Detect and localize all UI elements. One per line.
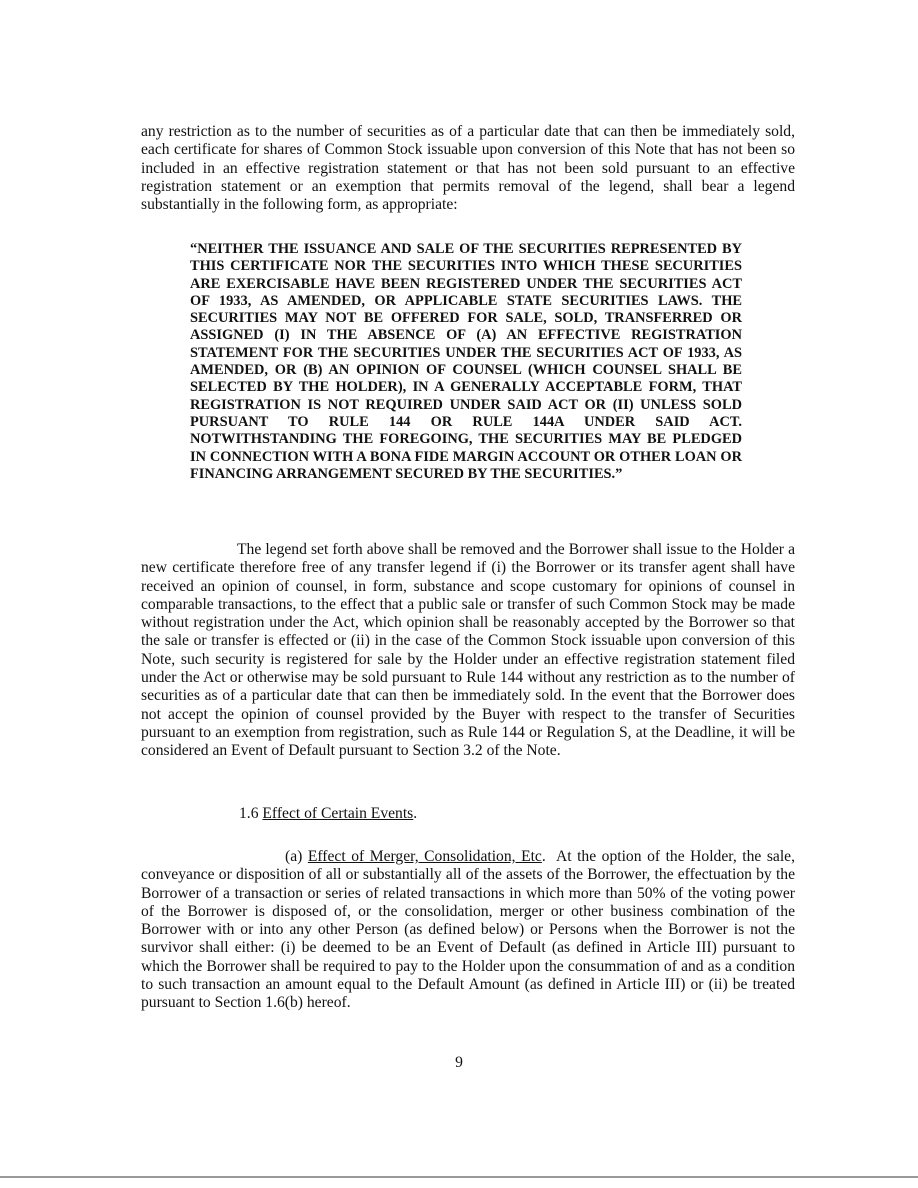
section-number: 1.6 [239, 805, 259, 822]
subsection-label: (a) [285, 848, 303, 865]
section-title: Effect of Certain Events [262, 805, 414, 822]
subsection-title: Effect of Merger, Consolidation, Etc [307, 848, 542, 865]
paragraph-merger: (a) Effect of Merger, Consolidation, Etc. At the option of the Holder, the sale, conveyance or disposition of all or substantially all of the assets of the Borrower, the effectuation by the Borrower of a transaction or series of related transactions in which more than 50% of the voting power of the Borrower is disposed of, or the consolidation, merger or other business combination of the Borrower with or into any other Person (as defined below) or Persons when the Borrower is not the survivor shall either: (i) be deemed to be an Event of Default (as defined in Article III) pursuant to which the Borrower shall be required to pay to the Holder upon the consummation of and as a condition to such transaction an amount equal to the Default Amount (as defined in Article III) or (ii) be treated pursuant to Section 1.6(b) hereof. [141, 848, 796, 1012]
scan-edge-divider [0, 1176, 918, 1178]
securities-legend: “NEITHER THE ISSUANCE AND SALE OF THE SECURITIES REPRESENTED BY THIS CERTIFICATE NOR THE SECURITIES INTO WHICH THESE SECURITIES ARE EXERCISABLE HAVE BEEN REGISTERED UNDER THE SECURITIES ACT OF 1933, AS AMENDED, OR APPLICABLE STATE SECURITIES LAWS. THE SECURITIES MAY NOT BE OFFERED FOR SALE, SOLD, TRANSFERRED OR ASSIGNED (I) IN THE ABSENCE OF (A) AN EFFECTIVE REGISTRATION STATEMENT FOR THE SECURITIES UNDER THE SECURITIES ACT OF 1933, AS AMENDED, OR (B) AN OPINION OF COUNSEL (WHICH COUNSEL SHALL BE SELECTED BY THE HOLDER), IN A GENERALLY ACCEPTABLE FORM, THAT REGISTRATION IS NOT REQUIRED UNDER SAID ACT OR (II) UNLESS SOLD PURSUANT TO RULE 144 OR RULE 144A UNDER SAID ACT. NOTWITHSTANDING THE FOREGOING, THE SECURITIES MAY BE PLEDGED IN CONNECTION WITH A BONA FIDE MARGIN ACCOUNT OR OTHER LOAN OR FINANCING ARRANGEMENT SECURED BY THE SECURITIES.” [190, 241, 742, 482]
subsection-text: At the option of the Holder, the sale, conveyance or disposition of all or substantially all of the assets of the Borrower, the effectuation by the Borrower of a transaction or series of related transactions in which more than 50% of the voting power of the Borrower is disposed of, or the consolidation, merger or other business combination of the Borrower with or into any other Person (as defined below) or Persons when the Borrower is not the survivor shall either: (i) be deemed to be an Event of Default (as defined in Article III) pursuant to which the Borrower shall be required to pay to the Holder upon the consummation of and as a condition to such transaction an amount equal to the Default Amount (as defined in Article III) or (ii) be treated pursuant to Section 1.6(b) hereof. [141, 848, 796, 1012]
paragraph-restriction: any restriction as to the number of securities as of a particular date that can then be immediately sold, each certificate for shares of Common Stock issuable upon conversion of this Note that has not been so included in an effective registration statement or that has not been sold pursuant to an effective registration statement or an exemption that permits removal of the legend, shall bear a legend substantially in the following form, as appropriate: [141, 123, 795, 214]
paragraph-legend-removal: The legend set forth above shall be removed and the Borrower shall issue to the Holder a new certificate therefore free of any transfer legend if (i) the Borrower or its transfer agent shall have received an opinion of counsel, in form, substance and scope customary for opinions of counsel in comparable transactions, to the effect that a public sale or transfer of such Common Stock may be made without registration under the Act, which opinion shall be reasonably accepted by the Borrower so that the sale or transfer is effected or (ii) in the case of the Common Stock issuable upon conversion of this Note, such security is registered for sale by the Holder under an effective registration statement filed under the Act or otherwise may be sold pursuant to Rule 144 without any restriction as to the number of securities as of a particular date that can then be immediately sold. In the event that the Borrower does not accept the opinion of counsel provided by the Buyer with respect to the transfer of Securities pursuant to an exemption from registration, such as Rule 144 or Regulation S, at the Deadline, it will be considered an Event of Default pursuant to Section 3.2 of the Note. [141, 541, 795, 760]
section-heading-1-6: 1.6 Effect of Certain Events. [239, 805, 418, 822]
page-number: 9 [455, 1054, 463, 1071]
